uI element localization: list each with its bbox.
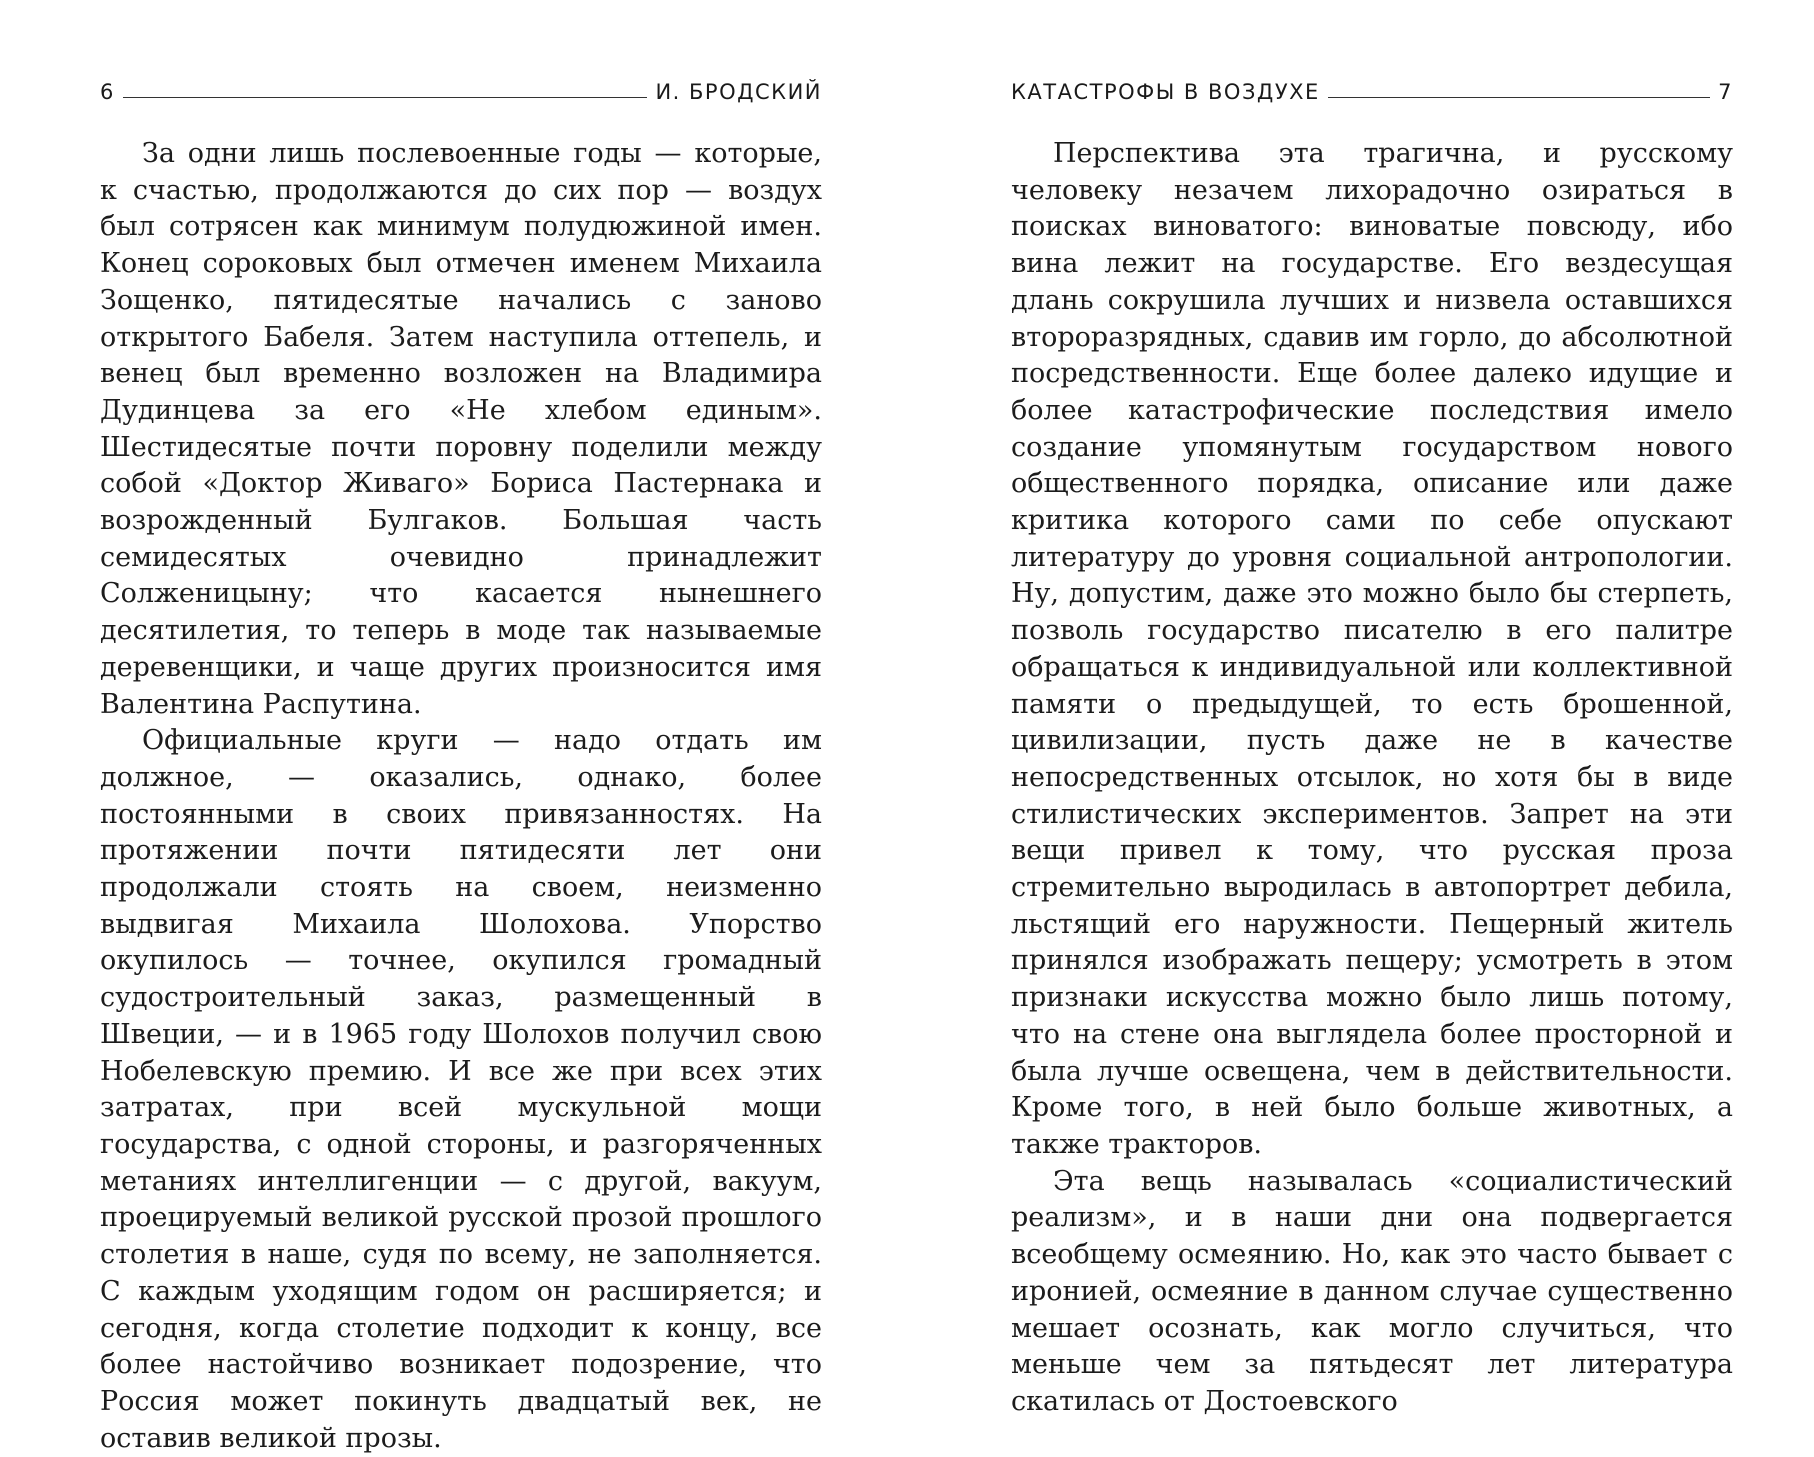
left-header-rule xyxy=(123,97,648,98)
left-body-text xyxy=(100,136,822,1457)
left-paragraph-2: Официальные круги — надо отдать им должное, — оказались, однако, более постоянными в своих привязанностях. На протяжении почти пятидесяти лет они продолжали стоять на своем, неизменно выдвигая Михаила Шолохова. Упорство окупилось — точнее, окупился громадный судостроительный заказ, размещенный в Швеции, — и в 1965 году Шолохов получил свою Нобелевскую премию. И все же при всех этих затратах, при всей мускульной мощи государства, с одной стороны, и разгоряченных метаниях интеллигенции — с другой, вакуум, проецируемый великой русской прозой прошлого столетия в наше, судя по всему, не заполняется. С каждым уходящим годом он расширяется; и сегодня, когда столетие подходит к концу, все более настойчиво возникает подозрение, что Россия может покинуть двадцатый век, не оставив великой прозы. xyxy=(100,725,822,1454)
left-header-author: И. БРОДСКИЙ xyxy=(655,80,822,104)
right-paragraph-2: Эта вещь называлась «социалистический реализм», и в наши дни она подвергается всеобщему осмеянию. Но, как это часто бывает с иронией, осмеяние в данном случае существенно мешает осознать, как могло случиться, что меньше чем за пятьдесят лет литература скатилась от Достоевского xyxy=(1011,1165,1733,1417)
left-running-head xyxy=(100,72,822,104)
right-running-head xyxy=(1011,72,1733,104)
left-page-number: 6 xyxy=(100,80,115,104)
left-paragraph-1: За одни лишь послевоенные годы — которые, к счастью, продолжаются до сих пор — воздух был сотрясен как минимум полудюжиной имен. Конец сороковых был отмечен именем Михаила Зощенко, пятидесятые начались с заново открытого Бабеля. Затем наступила оттепель, и венец был временно возложен на Владимира Дудинцева за его «Не хлебом единым». Шестидесятые почти поровну поделили между собой «Доктор Живаго» Бориса Пастернака и возрожденный Булгаков. Большая часть семидесятых очевидно принадлежит Солженицыну; что касается нынешнего десятилетия, то теперь в моде так называемые деревенщики, и чаще других произносится имя Валентина Распутина. xyxy=(100,138,822,720)
right-body-text xyxy=(1011,136,1733,1421)
right-page-number: 7 xyxy=(1718,80,1733,104)
right-header-rule xyxy=(1328,97,1710,98)
right-paragraph-1: Перспектива эта трагична, и русскому человеку незачем лихорадочно озираться в поисках виноватого: виноватые повсюду, ибо вина лежит на государстве. Его вездесущая длань сокрушила лучших и низвела оставшихся второразрядных, сдавив им горло, до абсолютной посредственности. Еще более далеко идущие и более катастрофические последствия имело создание упомянутым государством нового общественного порядка, описание или даже критика которого сами по себе опускают литературу до уровня социальной антропологии. Ну, допустим, даже это можно было бы стерпеть, позволь государство писателю в его палитре обращаться к индивидуальной или коллективной памяти о предыдущей, то есть брошенной, цивилизации, пусть даже не в качестве непосредственных отсылок, но хотя бы в виде стилистических экспериментов. Запрет на эти вещи привел к тому, что русская проза стремительно выродилась в автопортрет дебила, льстящий его наружности. Пещерный житель принялся изображать пещеру; усмотреть в этом признаки искусства можно было лишь потому, что на стене она выглядела более просторной и была лучше освещена, чем в действительности. Кроме того, в ней было больше животных, а также тракторов. xyxy=(1011,138,1733,1160)
right-header-title: КАТАСТРОФЫ В ВОЗДУХЕ xyxy=(1011,80,1320,104)
